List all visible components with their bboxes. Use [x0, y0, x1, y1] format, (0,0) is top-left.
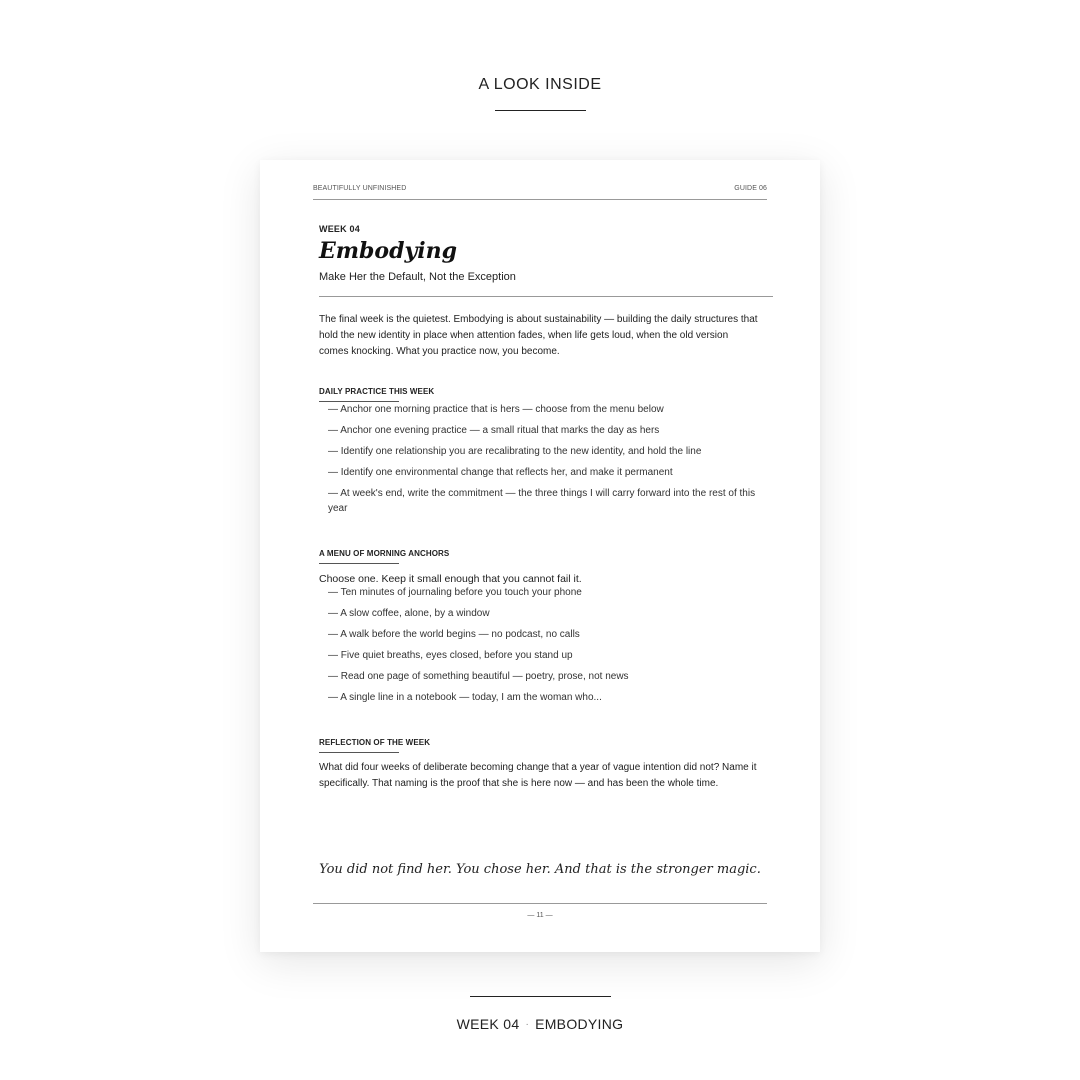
section-heading: REFLECTION OF THE WEEK — [319, 738, 431, 747]
caption-separator: · — [525, 1019, 530, 1030]
frame-title: A LOOK INSIDE — [478, 76, 602, 93]
caption-rule — [470, 996, 611, 997]
week-label: WEEK 04 — [319, 224, 360, 234]
chapter-subtitle: Make Her the Default, Not the Exception — [319, 271, 516, 283]
list-item: — A walk before the world begins — no podcast, no calls — [328, 629, 580, 640]
running-head-rule — [313, 199, 767, 200]
list-item: — Read one page of something beautiful — poetry, prose, not news — [328, 671, 629, 682]
chapter-title: Embodying — [319, 238, 458, 264]
reflection-paragraph: What did four weeks of deliberate becoming change that a year of vague intention did not? Name it specifically. That naming is the proof that she is here now — and has been the whole time. — [319, 762, 757, 789]
caption-week: WEEK 04 — [456, 1016, 520, 1032]
list-item: — Identify one environmental change that reflects her, and make it permanent — [328, 467, 673, 478]
list-item: — Five quiet breaths, eyes closed, before you stand up — [328, 650, 573, 661]
daily-practice-list — [319, 402, 773, 516]
list-item: — Ten minutes of journaling before you touch your phone — [328, 587, 582, 598]
running-head-right: GUIDE 06 — [734, 185, 767, 192]
section-heading: DAILY PRACTICE THIS WEEK — [319, 387, 435, 396]
section-rule — [319, 563, 399, 564]
page-content — [319, 224, 773, 792]
daily-practice-section — [319, 387, 773, 516]
caption-name: EMBODYING — [535, 1016, 624, 1032]
list-item: — Identify one relationship you are recalibrating to the new identity, and hold the line — [328, 446, 702, 457]
running-head — [313, 185, 767, 199]
reflection-section — [319, 738, 773, 792]
list-item: — A slow coffee, alone, by a window — [328, 608, 490, 619]
book-page — [260, 160, 820, 952]
closing-quote: You did not find her. You chose her. And that is the stronger magic. — [319, 862, 761, 877]
running-head-left: BEAUTIFULLY UNFINISHED — [313, 185, 407, 192]
list-item: — At week's end, write the commitment — the three things I will carry forward into the rest of this year — [328, 488, 756, 514]
intro-paragraph: The final week is the quietest. Embodying is about sustainability — building the daily structures that hold the new identity in place when attention fades, when life gets loud, when the old version comes knocking. What you practice now, you become. — [319, 314, 758, 357]
caption — [0, 1016, 1080, 1032]
page-number: — 11 — — [527, 912, 553, 919]
list-item: — Anchor one morning practice that is hers — choose from the menu below — [328, 404, 664, 415]
section-heading: A MENU OF MORNING ANCHORS — [319, 549, 450, 558]
list-item: — Anchor one evening practice — a small ritual that marks the day as hers — [328, 425, 660, 436]
footer-rule — [313, 903, 767, 904]
chapter-divider — [319, 296, 773, 297]
section-lead: Choose one. Keep it small enough that you cannot fail it. — [319, 573, 582, 585]
morning-anchors-section — [319, 549, 773, 705]
frame-title-rule — [495, 110, 586, 111]
morning-anchors-list — [319, 585, 773, 705]
section-rule — [319, 752, 399, 753]
list-item: — A single line in a notebook — today, I am the woman who... — [328, 692, 602, 703]
